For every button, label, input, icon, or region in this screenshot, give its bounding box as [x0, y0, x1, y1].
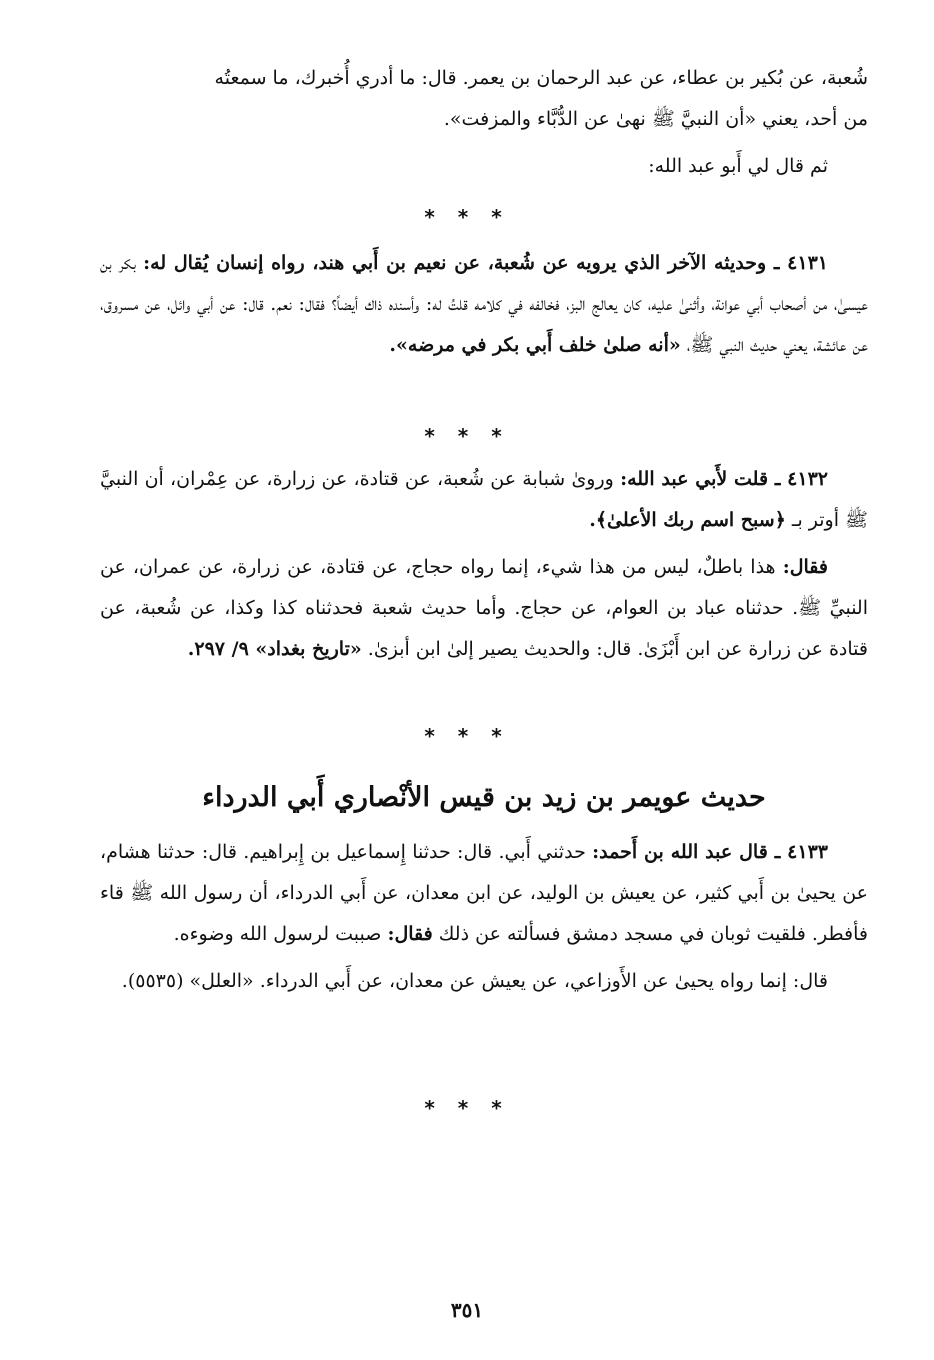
entry-4132-reply-label: فقال:: [782, 556, 828, 578]
separator-1: * * *: [424, 205, 510, 229]
page-number: ٣٥١: [450, 1298, 484, 1322]
entry-4132: [100, 459, 868, 670]
section-heading: حديث عويمر بن زيد بن قيس الأنْصاري أَبي الدرداء: [202, 782, 766, 813]
entry-4133-note: قال: إنما رواه يحيىٰ عن الأَوزاعي، عن يعيش عن معدان، عن أَبي الدرداء. «العلل» (٥٥٣٥).: [121, 970, 828, 992]
entry-4132-body: وروىٰ شبابة عن شُعبة، عن قتادة، عن زرارة، عن عِمْران، أن النبيَّ ﷺ أوتر بـ: [100, 468, 868, 531]
entry-4131: [100, 243, 868, 366]
entry-4131-quote: «أنه صلىٰ خلف أَبي بكر في مرضه».: [389, 334, 681, 356]
entry-4132-head: ٤١٣٢ ـ قلت لأَبي عبد الله:: [620, 468, 828, 490]
entry-4131-body: بكر بن عيسىٰ، من أصحاب أبي عوانة، وأثنىٰ عليه، كان يعالج البز، فخالفه في كلامه قلتُ له: وأسنده ذاك أيضاً؟ فقال: نعم. قال: عن أبي وائل، عن مسروق، عن عائشة، يعني حديث النبي ﷺ،: [100, 252, 868, 356]
separator-4: * * *: [424, 1096, 510, 1120]
entry-4131-head: ٤١٣١ ـ وحديثه الآخر الذي يرويه عن شُعبة، عن نعيم بن أَبي هند، رواه إنسان يُقال له:: [143, 252, 828, 274]
opening-line-1: شُعبة، عن بُكير بن عطاء، عن عبد الرحمان بن يعمر. قال: ما أدري أُخبرك، ما سمعتُه: [214, 67, 868, 89]
separator-3: * * *: [424, 724, 510, 748]
separator-2: * * *: [424, 424, 510, 448]
entry-4133-reply: صببت لرسول الله وضوءه.: [173, 923, 382, 945]
entry-4132-ref: «تاريخ بغداد» ٩/ ٢٩٧.: [187, 638, 362, 660]
entry-4133: [100, 832, 868, 1002]
entry-4132-quote: ﴿سبح اسم ربك الأعلىٰ﴾.: [589, 509, 786, 531]
opening-line-2: من أحد، يعني «أن النبيَّ ﷺ نهىٰ عن الدُّبَّاء والمزفت».: [443, 108, 868, 130]
entry-4133-body: حدثني أَبي. قال: حدثنا إِسماعيل بن إِبراهيم. قال: حدثنا هشام، عن يحيىٰ بن أَبي كثير، عن يعيش بن الوليد، عن ابن معدان، عن أَبي الدرداء، أن رسول الله ﷺ قاء فأفطر. فلقيت ثوبان في مسجد دمشق فسألته عن ذلك: [100, 841, 868, 945]
entry-4133-reply-label: فقال:: [387, 923, 433, 945]
entry-4133-head: ٤١٣٣ ـ قال عبد الله بن أَحمد:: [592, 841, 828, 863]
opening-block: [100, 58, 868, 187]
entry-4132-reply: هذا باطلٌ، ليس من هذا شيء، إنما رواه حجاج، عن قتادة، عن زرارة، عن عمران، عن النبيِّ ﷺ. حدثناه عباد بن العوام، عن حجاج. وأما حديث شعبة فحدثناه كذا وكذا، عن شُعبة، عن قتادة عن زرارة عن ابن أَبْزَىٰ. قال: والحديث يصير إلىٰ ابن أبزىٰ.: [100, 556, 868, 660]
opening-closing: ثم قال لي أَبو عبد الله:: [648, 155, 828, 177]
